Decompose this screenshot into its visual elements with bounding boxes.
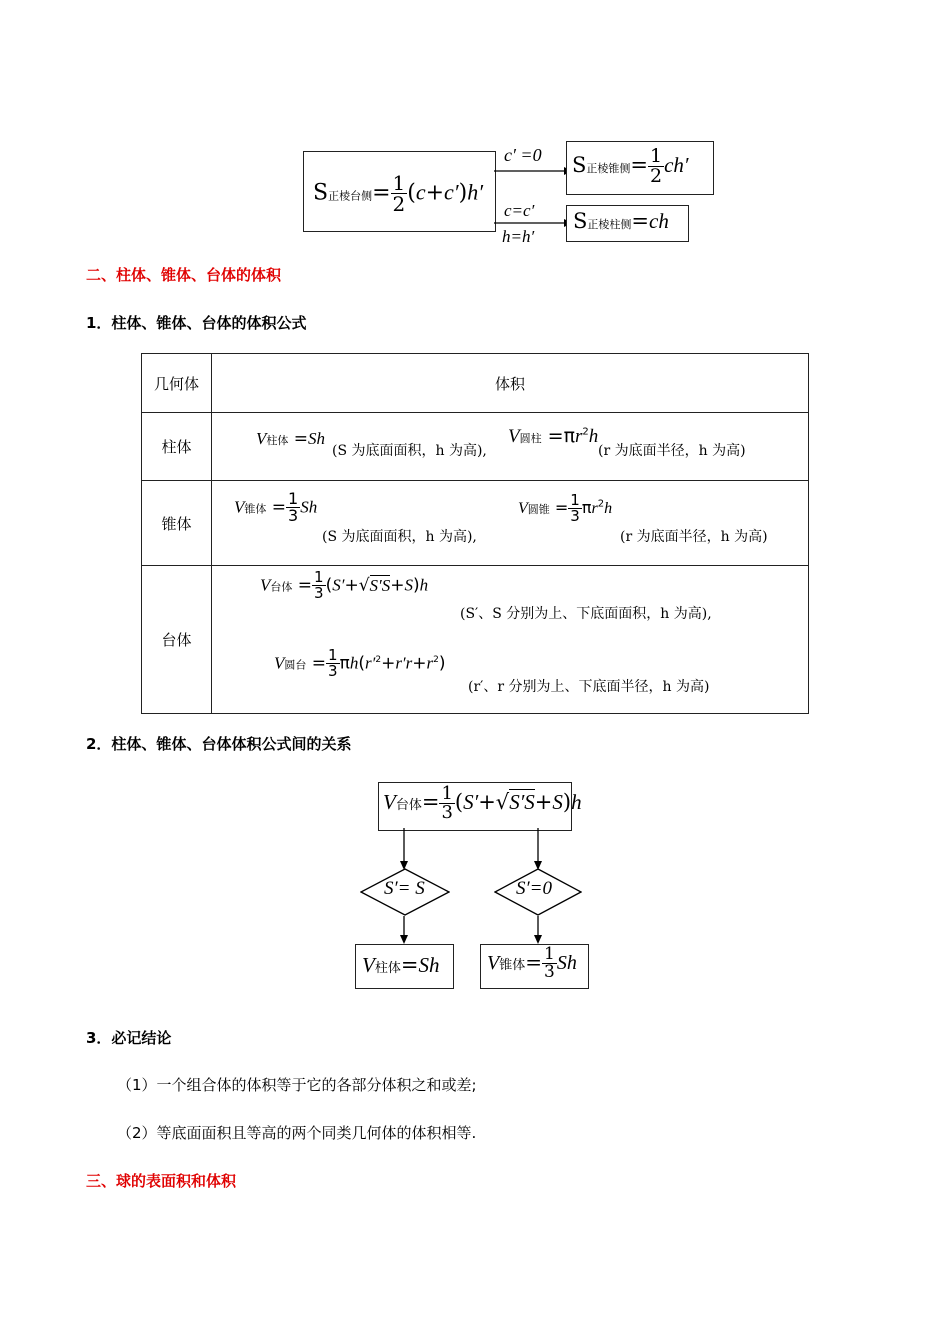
prism-lateral-box xyxy=(566,205,689,242)
formula-circular-cone: V圆锥 = $\frac{1}{3}$ $\pi r^2h$ xyxy=(518,491,613,525)
subsection2-title: 2．柱体、锥体、台体体积公式间的关系 xyxy=(86,735,352,753)
frustum-lateral-box xyxy=(303,151,496,232)
condition-right: S′=0 xyxy=(516,878,552,899)
subsection1-title: 1．柱体、锥体、台体的体积公式 xyxy=(86,314,307,332)
volume-formula-table xyxy=(141,353,809,714)
circular-cone-subscript: 圆锥 xyxy=(527,503,550,516)
cylinder-subscript: 圆柱 xyxy=(519,432,542,445)
row-formula-frustum xyxy=(212,566,809,714)
prism-lateral-formula: S正棱柱侧=ch xyxy=(573,209,669,233)
formula-pyramid: V锥体 = $\frac{1}{3}$ Sh xyxy=(234,489,318,525)
note-frustum: (S′、S 分别为上、下底面面积，h 为高), xyxy=(460,606,712,622)
arrow-label-cone: c′ =0 xyxy=(504,145,542,165)
row-formula-prism xyxy=(212,413,809,481)
row-name-cone: 锥体 xyxy=(142,481,212,566)
pyramid-volume-formula: V锥体= $\frac{1}{3}$ Sh xyxy=(487,944,577,982)
formula-cylinder: V圆柱 $=\pi r^2h$ xyxy=(508,425,599,447)
condition-left: S′= S xyxy=(384,878,425,899)
pyramid-lateral-formula: S正棱锥侧= $\frac{1}{2}$ ch′ xyxy=(572,145,689,187)
pyramid-lateral-box xyxy=(566,141,714,195)
section2-title: 二、柱体、锥体、台体的体积 xyxy=(86,266,282,284)
frustum-subscript: 台体 xyxy=(270,580,293,594)
frustum-lateral-formula: S正棱台侧= $\frac{1}{2}$ (c+c′)h′ xyxy=(313,171,484,216)
frustum-volume-box xyxy=(378,782,582,831)
conclusion-2: （2）等底面面积且等高的两个同类几何体的体积相等. xyxy=(117,1124,477,1142)
note-cylinder: (r 为底面半径，h 为高) xyxy=(598,443,746,459)
formula-prism: V柱体 =Sh xyxy=(256,429,326,449)
table-header-row xyxy=(142,354,809,413)
prism-volume-box xyxy=(355,944,454,989)
note-pyramid: (S 为底面面积，h 为高), xyxy=(322,529,477,545)
prism-volume-formula: V柱体=Sh xyxy=(362,953,440,977)
arrow-label-prism-1: c=c′ xyxy=(504,201,535,220)
pyramid-volume-box xyxy=(480,944,589,989)
prism-lateral-subscript: 正棱柱侧 xyxy=(587,218,632,231)
note-truncated-cone: (r′、r 分别为上、下底面半径，h 为高) xyxy=(468,679,710,695)
pyramid-lateral-subscript: 正棱锥侧 xyxy=(586,162,631,175)
frustum-lateral-subscript: 正棱台侧 xyxy=(328,189,373,203)
table-row xyxy=(142,413,809,481)
note-prism: (S 为底面面积，h 为高), xyxy=(332,443,487,459)
table-row xyxy=(142,481,809,566)
header-volume: 体积 xyxy=(212,354,809,413)
pyramid-volume-subscript: 锥体 xyxy=(499,958,526,973)
formula-truncated-cone: V圆台 = $\frac{1}{3}$ $\pi h(r'^2+r'r+r^2)$ xyxy=(274,646,446,680)
row-formula-cone xyxy=(212,481,809,566)
conclusion-1: （1）一个组合体的体积等于它的各部分体积之和或差; xyxy=(117,1076,477,1094)
arrow-label-prism-2: h=h′ xyxy=(502,227,535,246)
pyramid-subscript: 锥体 xyxy=(244,502,267,516)
frustum-volume-subscript: 台体 xyxy=(395,798,422,813)
row-name-frustum: 台体 xyxy=(142,566,212,714)
note-circular-cone: (r 为底面半径，h 为高) xyxy=(620,529,768,545)
subsection3-title: 3．必记结论 xyxy=(86,1029,172,1047)
prism-volume-subscript: 柱体 xyxy=(374,961,401,976)
row-name-prism: 柱体 xyxy=(142,413,212,481)
prism-subscript: 柱体 xyxy=(266,434,289,447)
table-row xyxy=(142,566,809,714)
truncated-cone-subscript: 圆台 xyxy=(284,658,307,672)
formula-frustum: V台体 = $\frac{1}{3}$ (S′+√S′S+S)h xyxy=(260,568,429,602)
frustum-volume-formula: V台体= $\frac{1}{3}$ (S′+√S′S+S)h xyxy=(383,783,582,823)
header-solid: 几何体 xyxy=(142,354,212,413)
section3-title: 三、球的表面积和体积 xyxy=(86,1172,237,1190)
